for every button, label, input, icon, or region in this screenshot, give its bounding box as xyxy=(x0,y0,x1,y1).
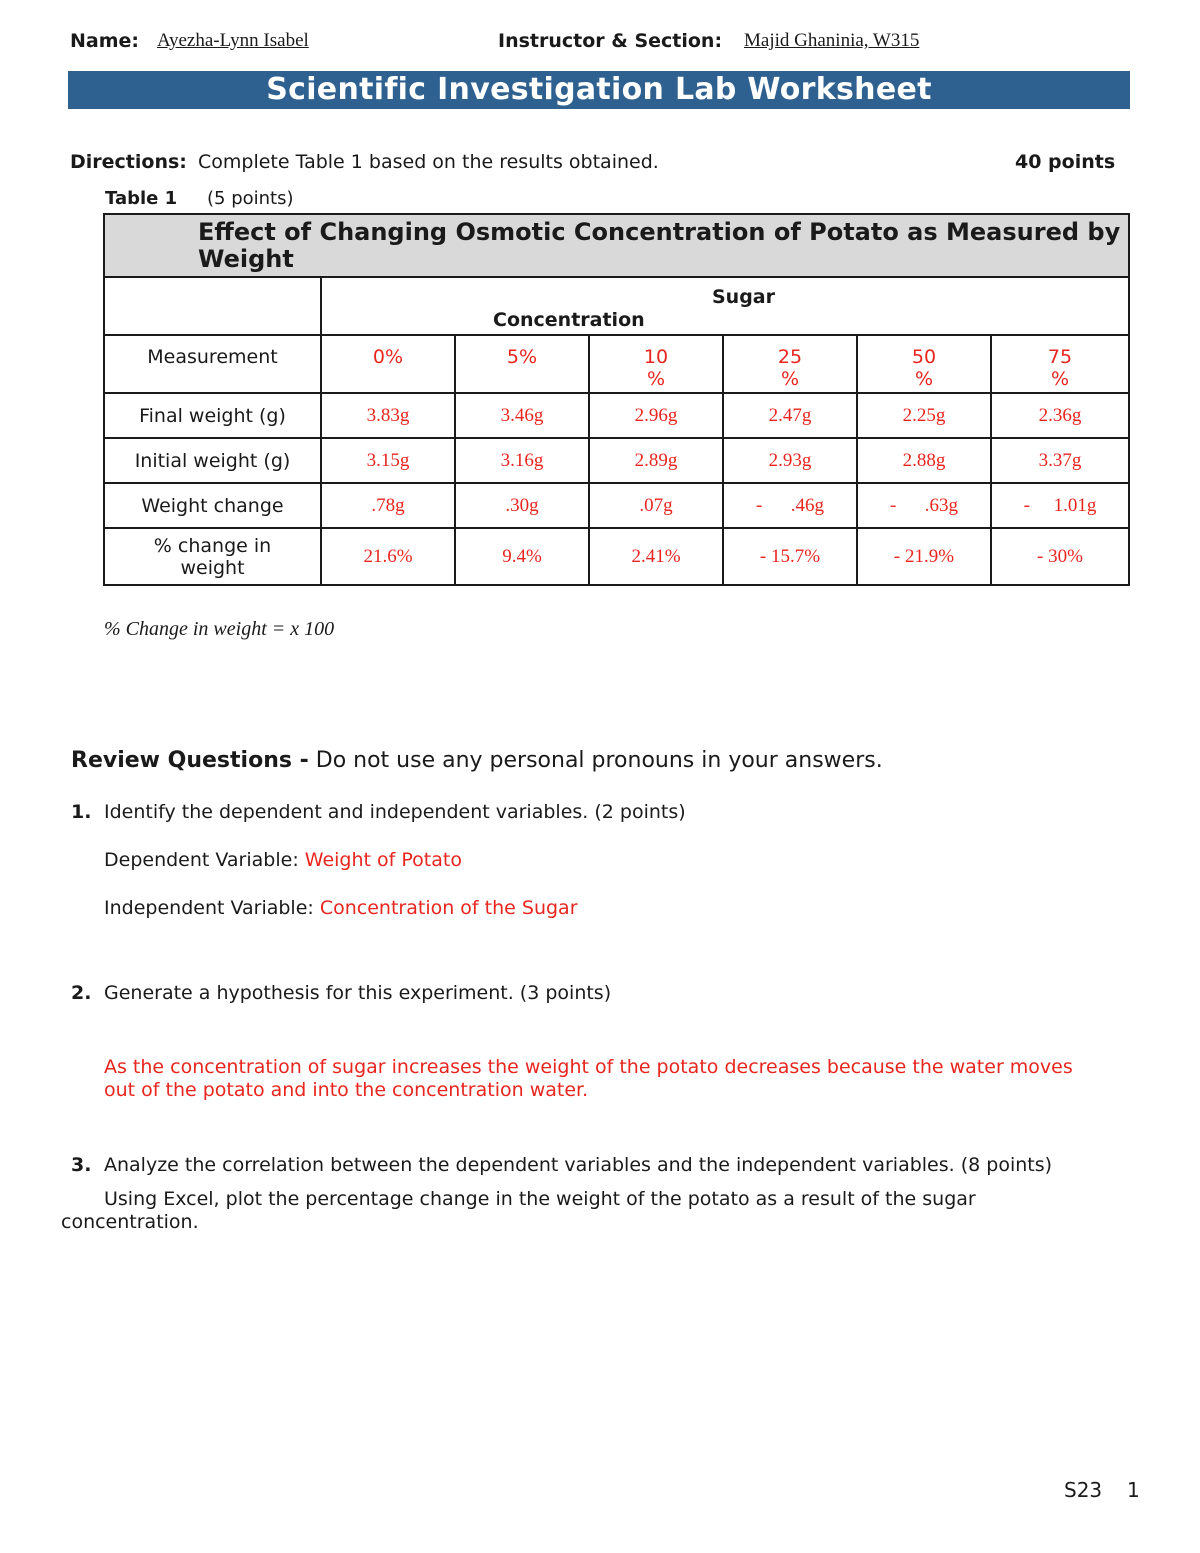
table-cell: 3.15g xyxy=(321,438,455,483)
dependent-variable-label: Dependent Variable: xyxy=(104,849,299,871)
column-header-bottom: % xyxy=(780,368,800,390)
column-header-top: 0% xyxy=(372,346,404,368)
question-2-number: 2. xyxy=(71,982,92,1004)
column-header-0 xyxy=(321,335,455,393)
table-cell: - .63g xyxy=(857,483,991,528)
column-header-5 xyxy=(455,335,589,393)
question-1-text: Identify the dependent and independent variables. (2 points) xyxy=(104,801,686,823)
question-3-number: 3. xyxy=(71,1154,92,1176)
table-cell: 21.6% xyxy=(321,528,455,585)
column-header-top: 5% xyxy=(506,346,538,368)
review-heading-bold: Review Questions - xyxy=(71,748,309,773)
table-cell: .07g xyxy=(589,483,723,528)
table-cell: 3.37g xyxy=(991,438,1129,483)
table-row xyxy=(104,528,1129,585)
table-cell: .30g xyxy=(455,483,589,528)
independent-variable-line xyxy=(104,897,578,919)
dependent-variable-answer: Weight of Potato xyxy=(304,849,462,871)
worksheet-title: Scientific Investigation Lab Worksheet xyxy=(68,71,1130,109)
table-cell: - .46g xyxy=(723,483,857,528)
table-cell: - 15.7% xyxy=(723,528,857,585)
directions-points: 40 points xyxy=(1015,151,1116,173)
table-cell: 3.83g xyxy=(321,393,455,438)
empty-corner-cell xyxy=(104,277,321,335)
row-label: Weight change xyxy=(104,483,321,528)
review-heading xyxy=(71,748,883,773)
column-header-10 xyxy=(589,335,723,393)
formula-text: % Change in weight = x 100 xyxy=(104,618,335,640)
independent-variable-answer: Concentration of the Sugar xyxy=(319,897,578,919)
column-header-25 xyxy=(723,335,857,393)
dependent-variable-line xyxy=(104,849,462,871)
row-label: Final weight (g) xyxy=(104,393,321,438)
independent-variable-label: Independent Variable: xyxy=(104,897,314,919)
table-row xyxy=(104,393,1129,438)
table-cell: 2.41% xyxy=(589,528,723,585)
table-row xyxy=(104,483,1129,528)
column-header-bottom: % xyxy=(914,368,934,390)
question-3-instruction-line-1: Using Excel, plot the percentage change in the weight of the potato as a result of the sugar xyxy=(104,1188,976,1210)
question-3-text: Analyze the correlation between the dependent variables and the independent variables. (8 points) xyxy=(104,1154,1053,1176)
question-2-text: Generate a hypothesis for this experiment. (3 points) xyxy=(104,982,612,1004)
table-cell: - 1.01g xyxy=(991,483,1129,528)
concentration-label: Concentration xyxy=(493,309,645,331)
question-3-instruction-line-2: concentration. xyxy=(61,1211,199,1233)
table-caption-points: (5 points) xyxy=(207,188,294,209)
instructor-value: Majid Ghaninia, W315 xyxy=(744,30,920,51)
hypothesis-answer-line-2: out of the potato and into the concentration water. xyxy=(104,1079,589,1101)
column-header-75 xyxy=(991,335,1129,393)
instructor-label: Instructor & Section: xyxy=(498,30,723,52)
column-header-bottom: % xyxy=(646,368,666,390)
row-label: % change in weight xyxy=(104,528,321,585)
table-cell: 3.46g xyxy=(455,393,589,438)
sugar-concentration-header xyxy=(321,277,1129,335)
footer-code: S23 xyxy=(1064,1478,1103,1502)
column-header-50 xyxy=(857,335,991,393)
table-cell: 2.89g xyxy=(589,438,723,483)
directions-label: Directions: xyxy=(70,151,187,173)
question-1-number: 1. xyxy=(71,801,92,823)
table-cell: 9.4% xyxy=(455,528,589,585)
table-cell: 3.16g xyxy=(455,438,589,483)
page-number: 1 xyxy=(1127,1478,1140,1502)
table-caption-label: Table 1 xyxy=(105,188,178,209)
name-value: Ayezha-Lynn Isabel xyxy=(157,30,309,51)
table-cell: 2.93g xyxy=(723,438,857,483)
row-label: Initial weight (g) xyxy=(104,438,321,483)
directions-text: Complete Table 1 based on the results obtained. xyxy=(198,151,659,173)
name-label: Name: xyxy=(70,30,140,52)
sugar-label: Sugar xyxy=(712,286,776,308)
table-cell: 2.36g xyxy=(991,393,1129,438)
measurement-header: Measurement xyxy=(104,335,321,393)
column-header-top: 10 xyxy=(643,346,669,368)
table-cell: 2.25g xyxy=(857,393,991,438)
table-cell: 2.47g xyxy=(723,393,857,438)
table-cell: 2.88g xyxy=(857,438,991,483)
table-cell: 2.96g xyxy=(589,393,723,438)
column-header-bottom: % xyxy=(1050,368,1070,390)
results-table xyxy=(103,213,1130,586)
table-cell: - 21.9% xyxy=(857,528,991,585)
column-header-top: 50 xyxy=(911,346,937,368)
table-cell: .78g xyxy=(321,483,455,528)
review-heading-rest: Do not use any personal pronouns in your answers. xyxy=(315,748,883,773)
hypothesis-answer-line-1: As the concentration of sugar increases the weight of the potato decreases because the water moves xyxy=(104,1056,1073,1078)
table-cell: - 30% xyxy=(991,528,1129,585)
table-title: Effect of Changing Osmotic Concentration of Potato as Measured by Weight xyxy=(104,214,1129,277)
table-row xyxy=(104,438,1129,483)
column-header-top: 25 xyxy=(777,346,803,368)
column-header-top: 75 xyxy=(1047,346,1073,368)
